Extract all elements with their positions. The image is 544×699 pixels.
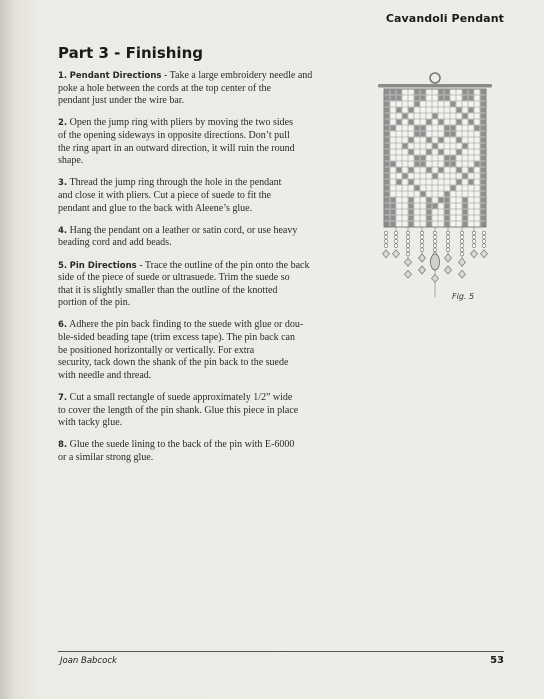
step-line: beading cord and add beads. xyxy=(58,237,172,249)
seed-bead-icon xyxy=(460,235,464,239)
knot-cell xyxy=(481,114,486,119)
seed-bead-icon xyxy=(406,240,410,244)
seed-bead-icon xyxy=(420,244,424,248)
crystal-bead-icon xyxy=(405,270,412,278)
knot-cell xyxy=(451,126,456,131)
knot-cell xyxy=(469,90,474,95)
knot-cell xyxy=(481,216,486,221)
knot-cell xyxy=(391,162,396,167)
crystal-bead-icon xyxy=(383,250,390,258)
drop-bead-icon xyxy=(431,254,440,270)
knot-cell xyxy=(427,150,432,155)
seed-bead-icon xyxy=(433,240,437,244)
figure-label: Fig. 5 xyxy=(452,292,475,301)
crystal-bead-icon xyxy=(481,250,488,258)
crystal-bead-icon xyxy=(393,250,400,258)
knot-cell xyxy=(409,120,414,125)
knot-cell xyxy=(445,132,450,137)
knot-cell xyxy=(391,198,396,203)
knot-cell xyxy=(385,120,390,125)
crystal-bead-icon xyxy=(445,254,452,262)
knot-cell xyxy=(415,96,420,101)
knot-cell xyxy=(481,180,486,185)
knot-cell xyxy=(421,96,426,101)
pendant-figure xyxy=(372,72,498,308)
knot-cell xyxy=(457,108,462,113)
knot-cell xyxy=(385,138,390,143)
step-number: 3. xyxy=(58,178,68,189)
knot-cell xyxy=(397,180,402,185)
knot-cell xyxy=(385,174,390,179)
knot-cell xyxy=(481,168,486,173)
seed-bead-icon xyxy=(433,231,437,235)
knot-cell xyxy=(403,174,408,179)
knot-cell xyxy=(457,168,462,173)
knot-cell xyxy=(481,90,486,95)
step-number: 7. xyxy=(58,393,68,404)
step-2 xyxy=(58,117,336,167)
page-number: 53 xyxy=(490,655,504,666)
knot-cell xyxy=(415,90,420,95)
knot-cell xyxy=(385,156,390,161)
running-header: Cavandoli Pendant xyxy=(385,12,504,25)
knot-cell xyxy=(421,132,426,137)
knot-cell xyxy=(445,126,450,131)
knot-cell xyxy=(385,204,390,209)
seed-bead-icon xyxy=(472,244,476,248)
seed-bead-icon xyxy=(384,235,388,239)
knot-cell xyxy=(481,138,486,143)
crystal-bead-icon xyxy=(432,274,439,282)
knot-cell xyxy=(415,102,420,107)
seed-bead-icon xyxy=(446,231,450,235)
knot-cell xyxy=(481,198,486,203)
knot-cell xyxy=(439,90,444,95)
knot-cell xyxy=(463,222,468,227)
knot-cell xyxy=(445,216,450,221)
knot-cell xyxy=(385,132,390,137)
jump-ring-icon xyxy=(430,73,440,83)
step-3 xyxy=(58,177,336,215)
step-line: pendant just under the wire bar. xyxy=(58,95,185,107)
knot-cell xyxy=(463,90,468,95)
step-line: to cover the length of the pin shank. Glue this piece in place xyxy=(58,404,299,416)
knot-cell xyxy=(457,150,462,155)
seed-bead-icon xyxy=(433,235,437,239)
knot-cell xyxy=(421,90,426,95)
step-number: 2. xyxy=(58,118,68,129)
knot-cell xyxy=(463,96,468,101)
footer-author: Joan Babcock xyxy=(60,656,117,666)
seed-bead-icon xyxy=(394,244,398,248)
knot-cell xyxy=(391,126,396,131)
knot-cell xyxy=(463,216,468,221)
step-number: 8. xyxy=(58,440,68,451)
crystal-bead-icon xyxy=(419,266,426,274)
step-7 xyxy=(58,392,336,430)
knot-cell xyxy=(427,210,432,215)
seed-bead-icon xyxy=(384,231,388,235)
knot-cell xyxy=(445,90,450,95)
knot-cell xyxy=(439,96,444,101)
knot-cell xyxy=(445,162,450,167)
knot-cell xyxy=(445,222,450,227)
step-line: portion of the pin. xyxy=(58,297,131,309)
knot-cell xyxy=(409,168,414,173)
step-heading: Pin Directions xyxy=(69,260,137,271)
step-line: 2. Open the jump ring with pliers by moving the two sides xyxy=(58,117,293,129)
knot-cell xyxy=(385,222,390,227)
knot-cell xyxy=(427,198,432,203)
knot-cell xyxy=(481,96,486,101)
seed-bead-icon xyxy=(420,248,424,252)
step-line: 5. Pin Directions - Trace the outline of the pin onto the back xyxy=(58,259,310,271)
step-line: poke a hole between the cords at the top center of the xyxy=(58,82,271,94)
knot-cell xyxy=(445,204,450,209)
knot-cell xyxy=(415,162,420,167)
knot-cell xyxy=(385,126,390,131)
knot-cell xyxy=(451,156,456,161)
seed-bead-icon xyxy=(482,235,486,239)
knot-cell xyxy=(385,210,390,215)
step-line: be positioned horizontally or vertically. For extra xyxy=(58,344,255,356)
knot-cell xyxy=(409,150,414,155)
knot-cell xyxy=(409,204,414,209)
step-5 xyxy=(58,260,336,310)
knot-cell xyxy=(415,132,420,137)
wire-bar xyxy=(378,84,492,88)
knot-cell xyxy=(463,198,468,203)
step-line: shape. xyxy=(58,155,84,167)
knot-cell xyxy=(451,132,456,137)
step-line: of the opening sideways in opposite directions. Don’t pull xyxy=(58,129,290,141)
seed-bead-icon xyxy=(460,240,464,244)
knot-cell xyxy=(409,180,414,185)
knot-cell xyxy=(469,180,474,185)
knot-cell xyxy=(445,156,450,161)
knot-cell xyxy=(451,162,456,167)
step-line: with needle and thread. xyxy=(58,369,152,381)
knot-cell xyxy=(409,216,414,221)
knot-cell xyxy=(385,162,390,167)
knot-cell xyxy=(415,186,420,191)
knot-cell xyxy=(427,222,432,227)
knot-cell xyxy=(457,120,462,125)
seed-bead-icon xyxy=(406,231,410,235)
knot-cell xyxy=(481,120,486,125)
knot-cell xyxy=(397,108,402,113)
knot-cell xyxy=(463,204,468,209)
step-line: ble-sided beading tape (trim excess tape). The pin back can xyxy=(58,332,295,344)
knot-cell xyxy=(415,156,420,161)
seed-bead-icon xyxy=(460,252,464,256)
knot-cell xyxy=(469,96,474,101)
knot-cell xyxy=(457,180,462,185)
seed-bead-icon xyxy=(472,240,476,244)
step-6 xyxy=(58,319,336,382)
knot-cell xyxy=(385,114,390,119)
knot-cell xyxy=(433,144,438,149)
knot-cell xyxy=(475,126,480,131)
knot-cell xyxy=(415,126,420,131)
knot-cell xyxy=(481,210,486,215)
seed-bead-icon xyxy=(384,244,388,248)
knot-cell xyxy=(403,114,408,119)
seed-bead-icon xyxy=(446,248,450,252)
knot-cell xyxy=(397,90,402,95)
crystal-bead-icon xyxy=(459,258,466,266)
seed-bead-icon xyxy=(472,235,476,239)
knot-cell xyxy=(445,192,450,197)
knot-cell xyxy=(463,210,468,215)
knot-cell xyxy=(385,180,390,185)
knot-cell xyxy=(421,126,426,131)
seed-bead-icon xyxy=(433,248,437,252)
seed-bead-icon xyxy=(446,235,450,239)
seed-bead-icon xyxy=(394,240,398,244)
step-number: 5. xyxy=(58,260,68,271)
knot-cell xyxy=(445,96,450,101)
seed-bead-icon xyxy=(420,235,424,239)
knot-cell xyxy=(385,90,390,95)
knot-cell xyxy=(433,204,438,209)
knot-cell xyxy=(385,198,390,203)
instructions xyxy=(58,70,336,474)
step-line: 1. Pendant Directions - Take a large embroidery needle and xyxy=(58,70,313,81)
knot-cell xyxy=(439,120,444,125)
knot-cell xyxy=(397,168,402,173)
seed-bead-icon xyxy=(406,235,410,239)
seed-bead-icon xyxy=(460,248,464,252)
seed-bead-icon xyxy=(420,231,424,235)
step-line: or a similar strong glue. xyxy=(58,452,154,463)
knot-cell xyxy=(457,138,462,143)
knot-cell xyxy=(475,162,480,167)
knot-cell xyxy=(481,156,486,161)
seed-bead-icon xyxy=(384,240,388,244)
knot-cell xyxy=(427,216,432,221)
knot-cell xyxy=(451,102,456,107)
crystal-bead-icon xyxy=(405,258,412,266)
knot-cell xyxy=(463,114,468,119)
knot-cell xyxy=(481,144,486,149)
seed-bead-icon xyxy=(433,244,437,248)
seed-bead-icon xyxy=(394,231,398,235)
knot-cell xyxy=(421,156,426,161)
step-4 xyxy=(58,225,336,250)
seed-bead-icon xyxy=(394,235,398,239)
knot-cell xyxy=(385,168,390,173)
seed-bead-icon xyxy=(482,240,486,244)
knot-cell xyxy=(481,186,486,191)
knot-cell xyxy=(427,138,432,143)
knot-cell xyxy=(385,144,390,149)
knot-cell xyxy=(427,120,432,125)
knot-cell xyxy=(469,168,474,173)
knot-cell xyxy=(385,108,390,113)
knot-cell xyxy=(385,216,390,221)
knot-cell xyxy=(385,102,390,107)
step-line: with tacky glue. xyxy=(58,417,123,429)
step-heading: Pendant Directions xyxy=(69,71,162,81)
step-line: 7. Cut a small rectangle of suede approximately 1/2” wide xyxy=(58,392,293,404)
knot-cell xyxy=(421,162,426,167)
step-number: 4. xyxy=(58,225,68,236)
knot-cell xyxy=(451,186,456,191)
knot-cell xyxy=(397,96,402,101)
step-number: 1. xyxy=(58,71,68,81)
footer-rule xyxy=(58,651,504,652)
knot-cell xyxy=(469,120,474,125)
knot-cell xyxy=(385,150,390,155)
seed-bead-icon xyxy=(482,244,486,248)
knot-cell xyxy=(385,186,390,191)
knot-cell xyxy=(433,114,438,119)
knot-cell xyxy=(391,96,396,101)
knot-cell xyxy=(409,138,414,143)
knot-cell xyxy=(481,102,486,107)
knot-cell xyxy=(445,198,450,203)
knot-cell xyxy=(481,162,486,167)
knot-cell xyxy=(439,168,444,173)
knot-cell xyxy=(481,204,486,209)
knot-cell xyxy=(481,150,486,155)
step-number: 6. xyxy=(58,320,68,331)
knot-cell xyxy=(481,126,486,131)
seed-bead-icon xyxy=(420,240,424,244)
crystal-bead-icon xyxy=(445,266,452,274)
crystal-bead-icon xyxy=(471,250,478,258)
seed-bead-icon xyxy=(472,231,476,235)
knot-cell xyxy=(481,192,486,197)
seed-bead-icon xyxy=(406,244,410,248)
knot-cell xyxy=(385,96,390,101)
knot-cell xyxy=(391,210,396,215)
crystal-bead-icon xyxy=(419,254,426,262)
knot-cell xyxy=(469,108,474,113)
seed-bead-icon xyxy=(406,248,410,252)
step-line: security, tack down the shank of the pin back to the suede xyxy=(58,357,289,369)
step-line: 6. Adhere the pin back finding to the suede with glue or dou- xyxy=(58,319,304,331)
knot-cell xyxy=(463,144,468,149)
step-line: 4. Hang the pendant on a leather or satin cord, or use heavy xyxy=(58,224,298,236)
crystal-bead-icon xyxy=(459,270,466,278)
knot-cell xyxy=(481,222,486,227)
knot-cell xyxy=(391,216,396,221)
knot-cell xyxy=(397,120,402,125)
knot-cell xyxy=(433,174,438,179)
knot-cell xyxy=(439,150,444,155)
step-line: that it is slightly smaller than the outline of the knotted xyxy=(58,284,278,296)
knot-cell xyxy=(385,192,390,197)
step-line: 8. Glue the suede lining to the back of the pin with E-6000 xyxy=(58,439,295,451)
knot-cell xyxy=(445,210,450,215)
step-line: the ring apart in an outward direction, it will ruin the round xyxy=(58,142,295,154)
seed-bead-icon xyxy=(460,244,464,248)
knot-cell xyxy=(409,198,414,203)
step-line: and close it with pliers. Cut a piece of suede to fit the xyxy=(58,189,271,201)
knot-cell xyxy=(481,132,486,137)
step-line: pendant and glue to the back with Aleene’s glue. xyxy=(58,202,253,214)
knot-cell xyxy=(427,168,432,173)
knot-cell xyxy=(403,144,408,149)
section-title: Part 3 - Finishing xyxy=(58,44,203,62)
step-line: side of the piece of suede or ultrasuede. Trim the suede so xyxy=(58,272,290,284)
knot-cell xyxy=(481,174,486,179)
knot-cell xyxy=(439,138,444,143)
step-1 xyxy=(58,70,336,108)
seed-bead-icon xyxy=(460,231,464,235)
knot-cell xyxy=(391,222,396,227)
knot-cell xyxy=(391,204,396,209)
knot-cell xyxy=(463,174,468,179)
knot-cell xyxy=(427,204,432,209)
step-line: 3. Thread the jump ring through the hole in the pendant xyxy=(58,177,282,189)
seed-bead-icon xyxy=(482,231,486,235)
knot-cell xyxy=(439,198,444,203)
seed-bead-icon xyxy=(446,244,450,248)
seed-bead-icon xyxy=(446,240,450,244)
knot-cell xyxy=(421,192,426,197)
knot-cell xyxy=(409,108,414,113)
knot-cell xyxy=(409,222,414,227)
knot-cell xyxy=(481,108,486,113)
knot-cell xyxy=(391,90,396,95)
knot-cell xyxy=(409,210,414,215)
step-8 xyxy=(58,439,336,464)
seed-bead-icon xyxy=(406,252,410,256)
